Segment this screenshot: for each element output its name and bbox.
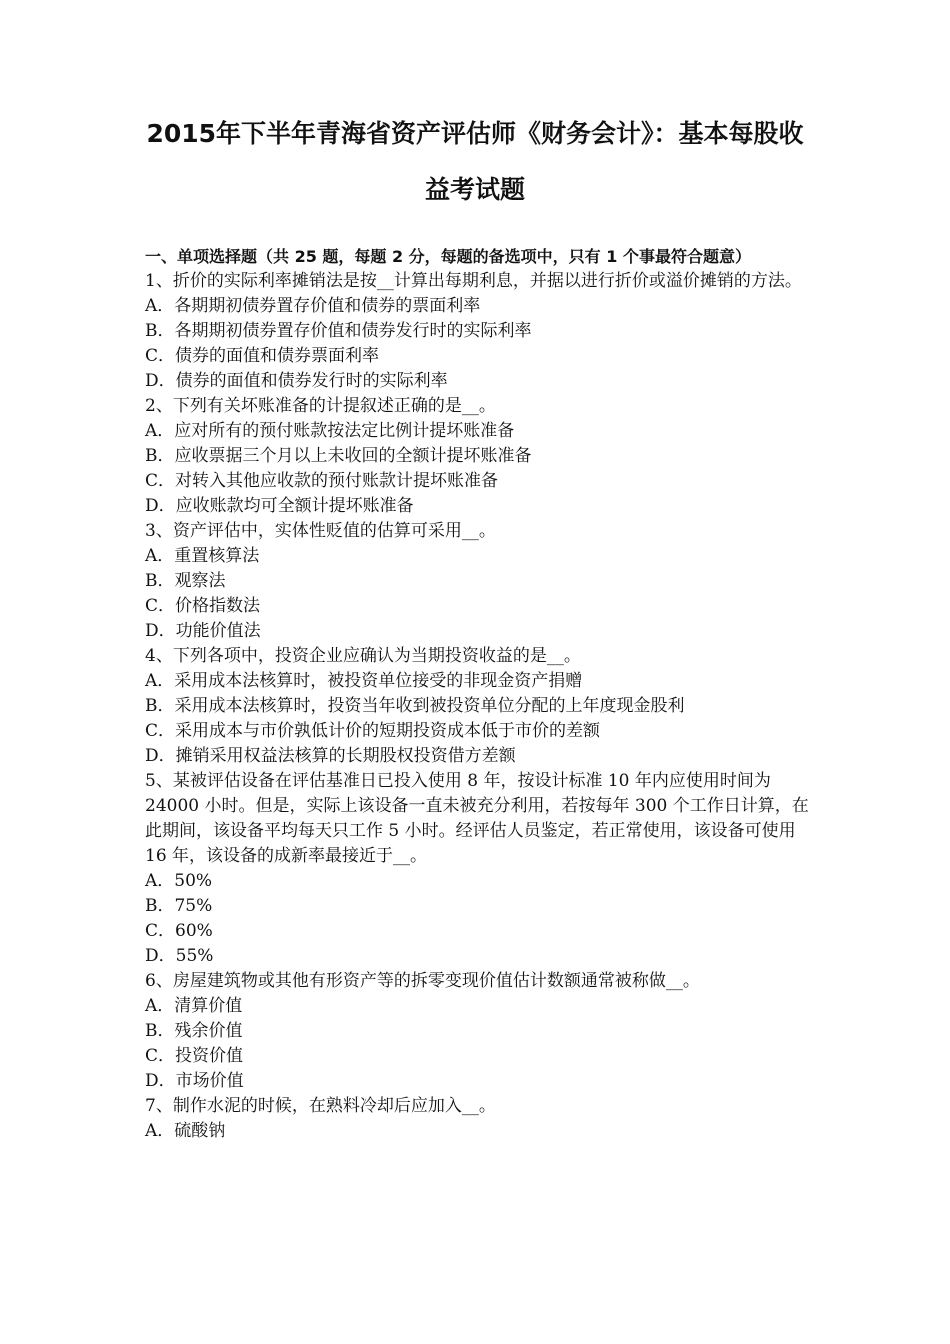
- question-option: D．市场价值: [145, 1071, 244, 1091]
- question-stem: 2、下列有关坏账准备的计提叙述正确的是__。: [145, 396, 496, 416]
- question-option: B．各期期初债券置存价值和债券发行时的实际利率: [145, 321, 532, 341]
- question-option: A．应对所有的预付账款按法定比例计提坏账准备: [145, 421, 515, 441]
- document-title-line-1: 2015年下半年青海省资产评估师《财务会计》：基本每股收: [146, 119, 804, 148]
- question-option: C．采用成本与市价孰低计价的短期投资成本低于市价的差额: [145, 721, 601, 741]
- question-option: D．功能价值法: [145, 621, 261, 641]
- question-option: B．残余价值: [145, 1021, 243, 1041]
- question-option: A．50%: [145, 871, 213, 891]
- question-stem: 1、折价的实际利率摊销法是按__计算出每期利息，并据以进行折价或溢价摊销的方法。: [145, 271, 802, 291]
- question-stem: 3、资产评估中，实体性贬值的估算可采用__。: [145, 521, 496, 541]
- question-option: C．对转入其他应收款的预付账款计提坏账准备: [145, 471, 499, 491]
- question-option: B．应收票据三个月以上未收回的全额计提坏账准备: [145, 446, 532, 466]
- question-option: A．重置核算法: [145, 546, 260, 566]
- question-stem: 4、下列各项中，投资企业应确认为当期投资收益的是__。: [145, 646, 581, 666]
- question-list: [145, 269, 810, 1144]
- question-option: C．价格指数法: [145, 596, 261, 616]
- question-option: D．应收账款均可全额计提坏账准备: [145, 496, 414, 516]
- question-option: B．75%: [145, 896, 213, 916]
- section-heading: 一、单项选择题（共 25 题，每题 2 分，每题的备选项中，只有 1 个事最符合题意）: [145, 247, 751, 266]
- question-option: B．观察法: [145, 571, 226, 591]
- question-option: C．60%: [145, 921, 213, 941]
- question-stem: 6、房屋建筑物或其他有形资产等的拆零变现价值估计数额通常被称做__。: [145, 971, 700, 991]
- question-stem: 7、制作水泥的时候，在熟料冷却后应加入__。: [145, 1096, 496, 1116]
- question-option: A．清算价值: [145, 996, 243, 1016]
- question-option: A．采用成本法核算时，被投资单位接受的非现金资产捐赠: [145, 671, 583, 691]
- question-option: D．55%: [145, 946, 214, 966]
- question-option: B．采用成本法核算时，投资当年收到被投资单位分配的上年度现金股利: [145, 696, 685, 716]
- question-option: C．投资价值: [145, 1046, 244, 1066]
- document-body: [145, 244, 810, 1144]
- question-option: D．债券的面值和债券发行时的实际利率: [145, 371, 448, 391]
- question-stem: 5、某被评估设备在评估基准日已投入使用 8 年，按设计标准 10 年内应使用时间为 24000 小时。但是，实际上该设备一直未被充分利用，若按每年 300 个工作日计算，在此期间，该设备平均每天只工作 5 小时。经评估人员鉴定，若正常使用，该设备可使用 16 年，该设备的成新率最接近于__。: [145, 771, 809, 866]
- question-option: A．各期期初债券置存价值和债券的票面利率: [145, 296, 481, 316]
- document-title-line-2: 益考试题: [424, 175, 525, 204]
- question-option: A．硫酸钠: [145, 1121, 226, 1141]
- question-option: D．摊销采用权益法核算的长期股权投资借方差额: [145, 746, 516, 766]
- question-option: C．债券的面值和债券票面利率: [145, 346, 380, 366]
